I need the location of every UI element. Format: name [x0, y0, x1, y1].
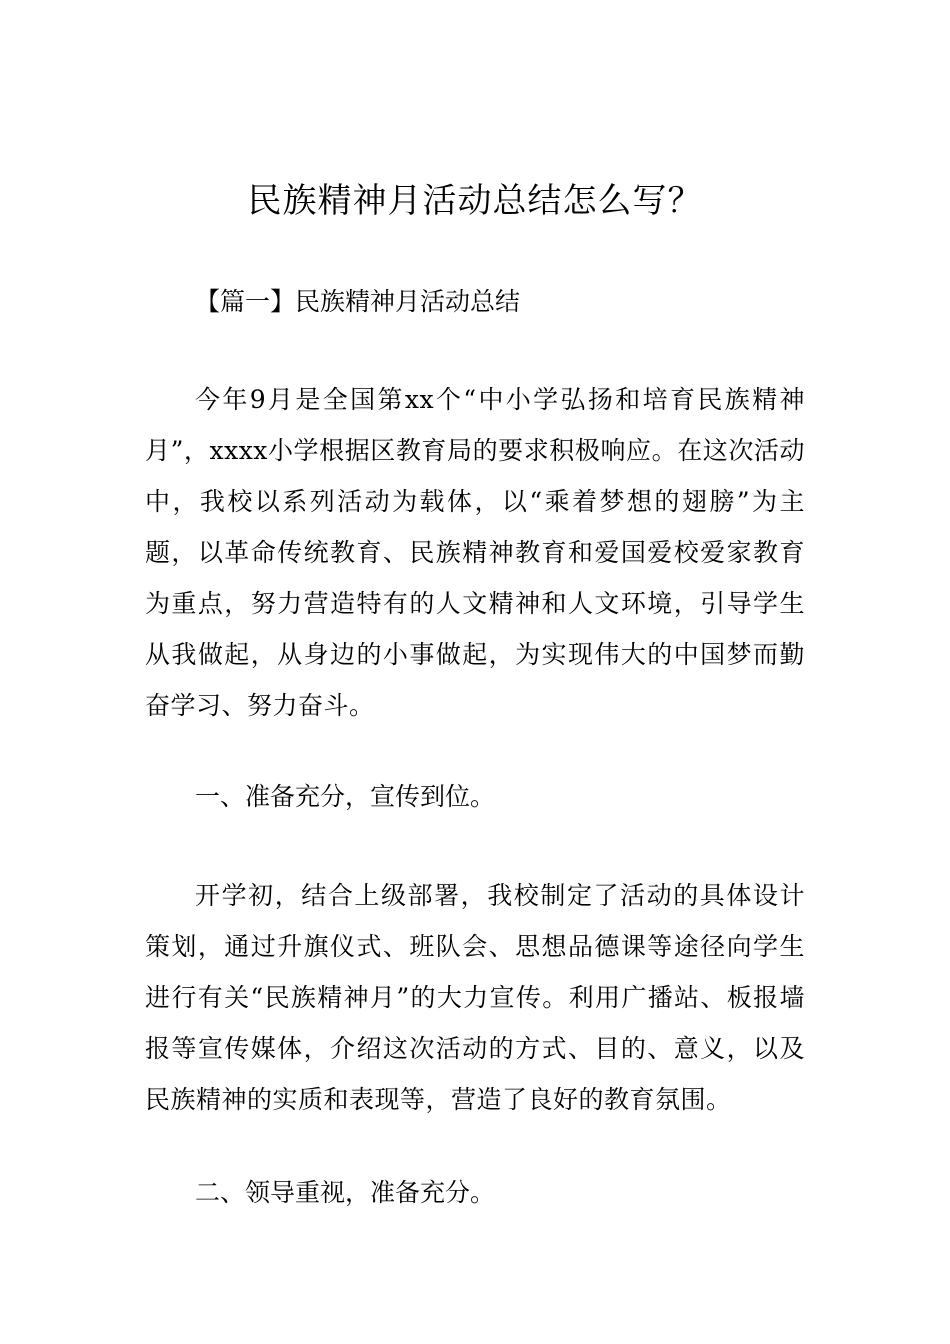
paragraph-intro: 今年9月是全国第xx个“中小学弘扬和培育民族精神月”，xxxx小学根据区教育局的要求积极响应。在这次活动中，我校以系列活动为载体，以“乘着梦想的翅膀”为主题，以革命传统教育、民族精神教育和爱国爱校爱家教育为重点，努力营造特有的人文精神和人文环境，引导学生从我做起，从身边的小事做起，为实现伟大的中国梦而勤奋学习、努力奋斗。: [145, 385, 805, 720]
paragraph-preparation: 开学初，结合上级部署，我校制定了活动的具体设计策划，通过升旗仪式、班队会、思想品德课等途径向学生进行有关“民族精神月”的大力宣传。利用广播站、板报墙报等宣传媒体，介绍这次活动的方式、目的、意义，以及民族精神的实质和表现等，营造了良好的教育氛围。: [145, 881, 805, 1114]
section-label: 【篇一】民族精神月活动总结: [195, 287, 521, 316]
section-heading-2: 二、领导重视，准备充分。: [195, 1178, 496, 1207]
document-title: 民族精神月活动总结怎么写？: [247, 181, 703, 221]
section-heading-1: 一、准备充分，宣传到位。: [195, 782, 496, 811]
